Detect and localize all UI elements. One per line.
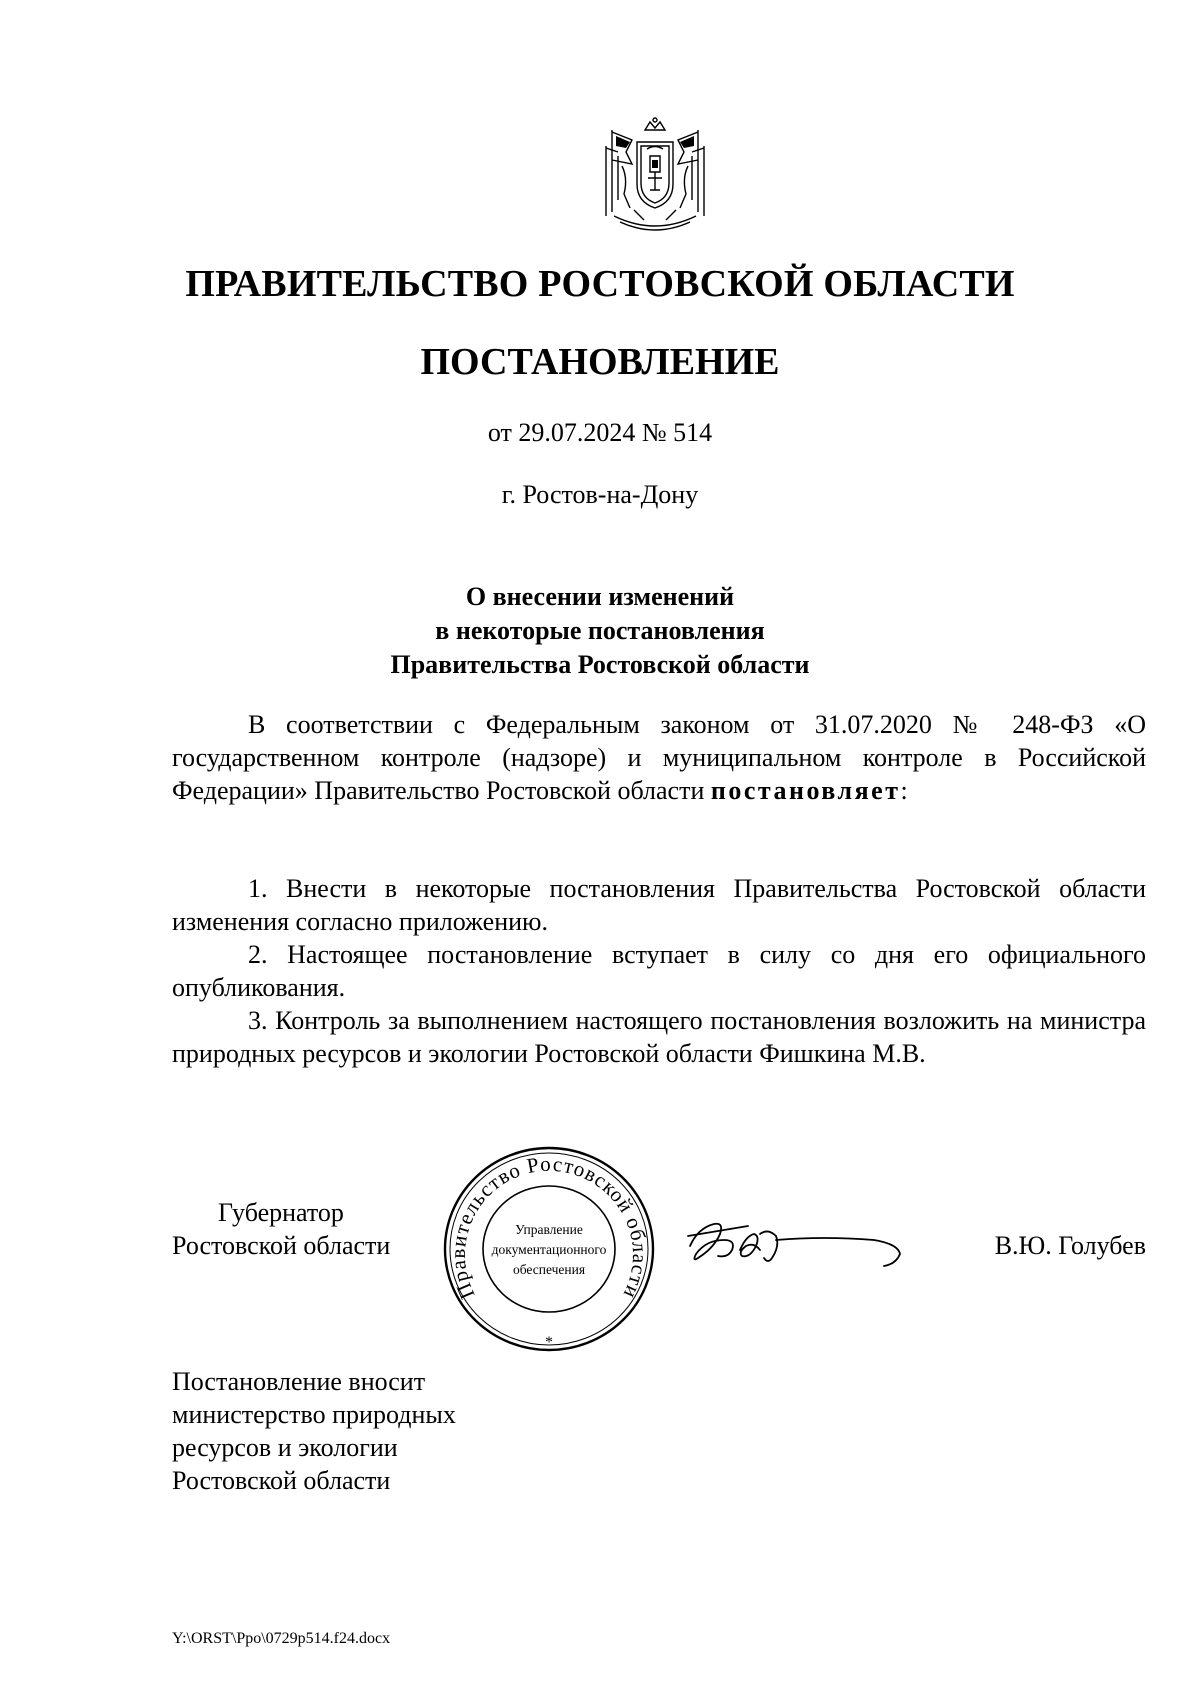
resolves-word: постановляет: [710, 776, 901, 805]
document-type-title: ПОСТАНОВЛЕНИЕ: [420, 341, 780, 383]
coat-of-arms-icon: [600, 116, 710, 234]
subject-line: Правительства Ростовской области: [390, 650, 810, 679]
role-line: Губернатор: [218, 1198, 344, 1227]
introducer-line: Ростовской области: [172, 1466, 391, 1495]
introducer-line: ресурсов и экологии: [172, 1433, 398, 1462]
resolution-item: 1. Внести в некоторые постановления Правительства Ростовской области изменения согласно приложению.: [172, 874, 1146, 936]
seal-inner-line: обеспечения: [512, 1262, 586, 1277]
resolution-item: 2. Настоящее постановление вступает в силу со дня его официального опубликования.: [172, 940, 1146, 1002]
date-and-number: от 29.07.2024 № 514: [487, 418, 713, 447]
subject-line: в некоторые постановления: [435, 616, 765, 645]
document-subject: [0, 580, 1200, 682]
seal-inner-line: Управление: [515, 1222, 583, 1237]
preamble: [172, 708, 1146, 807]
introducer-line: Постановление вносит: [172, 1367, 426, 1396]
seal-inner-line: документационного: [491, 1242, 607, 1257]
resolution-items: [172, 872, 1146, 1070]
preamble-colon: :: [900, 776, 908, 805]
file-path: Y:\ORST\Ppo\0729p514.f24.docx: [172, 1630, 391, 1647]
seal-outer-text: Правительство Ростовской области: [445, 1151, 653, 1304]
preamble-paragraph: [172, 708, 1146, 807]
role-line: Ростовской области: [172, 1231, 391, 1260]
official-seal: [440, 1142, 658, 1356]
handwritten-signature: [684, 1206, 924, 1276]
government-title: ПРАВИТЕЛЬСТВО РОСТОВСКОЙ ОБЛАСТИ: [185, 263, 1015, 305]
introducer-line: министерство природных: [172, 1400, 456, 1429]
subject-line: О внесении изменений: [465, 582, 735, 611]
introducer-note: [172, 1365, 456, 1497]
city: г. Ростов-на-Дону: [501, 480, 699, 509]
seal-star: *: [545, 1334, 553, 1351]
signatory-role: [172, 1196, 390, 1262]
preamble-text: В соответствии с Федеральным законом от 31.07.2020 № 248-ФЗ «О государственном контроле (надзоре) и муниципальном контроле в Российской Федерации» Правительство Ростовской области: [172, 710, 1146, 805]
resolution-item: 3. Контроль за выполнением настоящего постановления возложить на министра природных ресурсов и экологии Ростовской области Фишкина М.В.: [172, 1006, 1146, 1068]
signatory-name: В.Ю. Голубев: [994, 1231, 1146, 1260]
